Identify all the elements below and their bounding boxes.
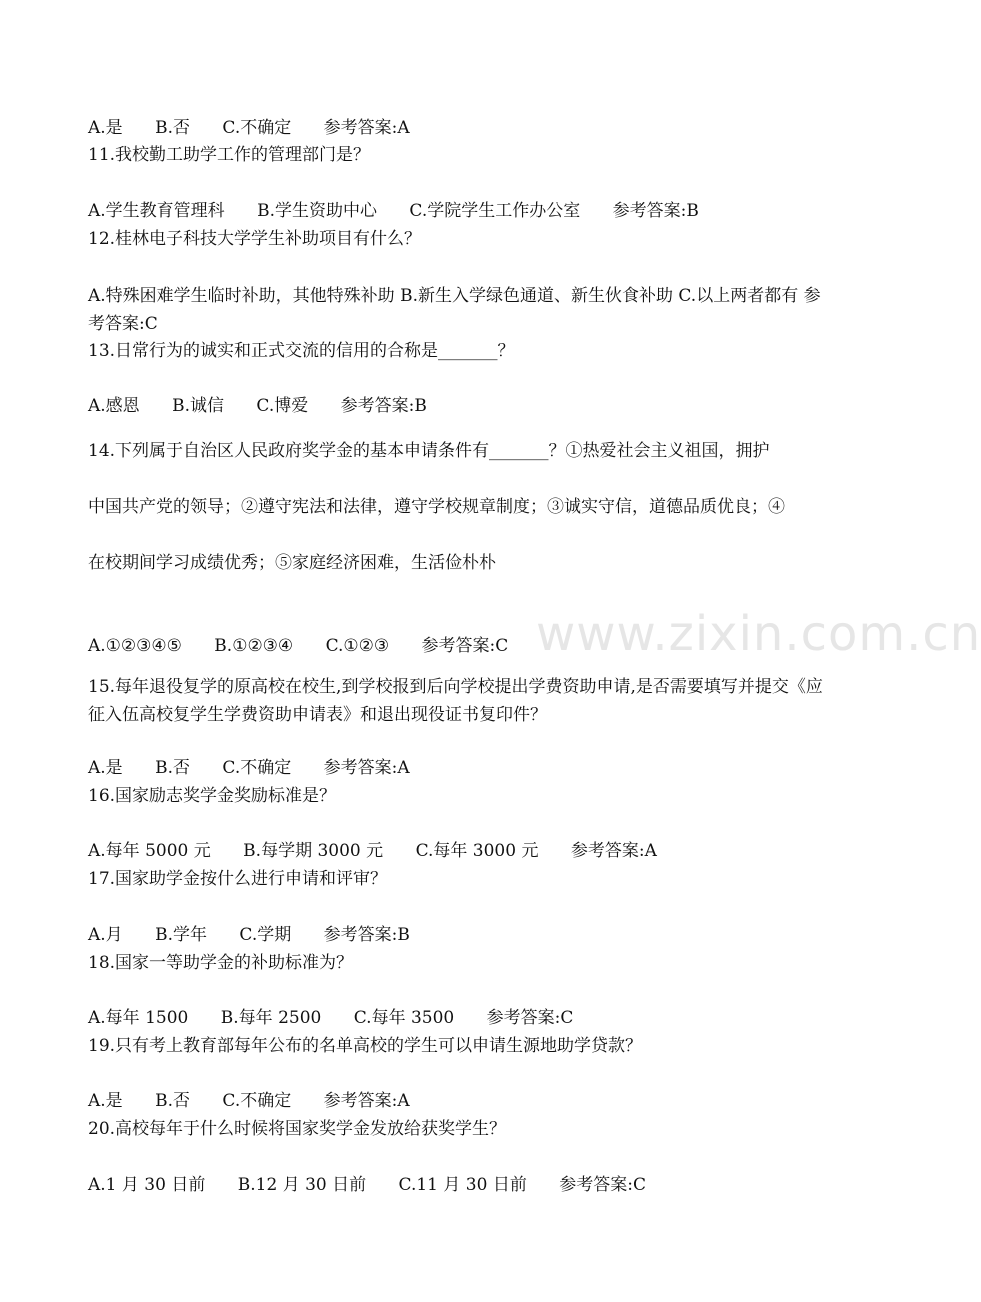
answer-options-18: A.每年 1500 B.每年 2500 C.每年 3500 参考答案:C [88,1008,574,1028]
answer-options-14: A.①②③④⑤ B.①②③④ C.①②③ 参考答案:C [88,636,509,656]
answer-options-11: A.学生教育管理科 B.学生资助中心 C.学院学生工作办公室 参考答案:B [88,201,699,221]
answer-options-13: A.感恩 B.诚信 C.博爱 参考答案:B [88,396,427,416]
answer-options-19: A.是 B.否 C.不确定 参考答案:A [88,1091,410,1111]
question-14-line-1: 14.下列属于自治区人民政府奖学金的基本申请条件有_______？①热爱社会主义祖国，拥护 [88,441,770,461]
question-16: 16.国家励志奖学金奖励标准是？ [88,786,337,806]
question-17: 17.国家助学金按什么进行申请和评审？ [88,869,388,889]
question-15: 15.每年退役复学的原高校在校生,到学校报到后向学校提出学费资助申请,是否需要填写并提交《应征入伍高校复学生学费资助申请表》和退出现役证书复印件？ [88,677,823,725]
question-14-line-3: 在校期间学习成绩优秀；⑤家庭经济困难，生活俭朴朴 [88,553,496,573]
question-19: 19.只有考上教育部每年公布的名单高校的学生可以申请生源地助学贷款？ [88,1036,643,1056]
answer-options-20: A.1 月 30 日前 B.12 月 30 日前 C.11 月 30 日前 参考答案:C [88,1175,646,1195]
question-20: 20.高校每年于什么时候将国家奖学金发放给获奖学生？ [88,1119,507,1139]
answer-options-16: A.每年 5000 元 B.每学期 3000 元 C.每年 3000 元 参考答案:A [88,841,657,861]
answer-options-15: A.是 B.否 C.不确定 参考答案:A [88,758,410,778]
answer-options-12: A.特殊困难学生临时补助，其他特殊补助 B.新生入学绿色通道、新生伙食补助 C.以上两者都有 参考答案:C [88,286,821,334]
question-18: 18.国家一等助学金的补助标准为？ [88,953,354,973]
question-13: 13.日常行为的诚实和正式交流的信用的合称是_______？ [88,341,515,361]
watermark: www.zixin.com.cn [536,606,981,662]
question-14-line-2: 中国共产党的领导；②遵守宪法和法律，遵守学校规章制度；③诚实守信，道德品质优良；④ [88,497,785,517]
question-11: 11.我校勤工助学工作的管理部门是？ [88,145,371,165]
answer-options-17: A.月 B.学年 C.学期 参考答案:B [88,925,410,945]
answer-options-10: A.是 B.否 C.不确定 参考答案:A [88,118,410,138]
question-12: 12.桂林电子科技大学学生补助项目有什么？ [88,229,422,249]
